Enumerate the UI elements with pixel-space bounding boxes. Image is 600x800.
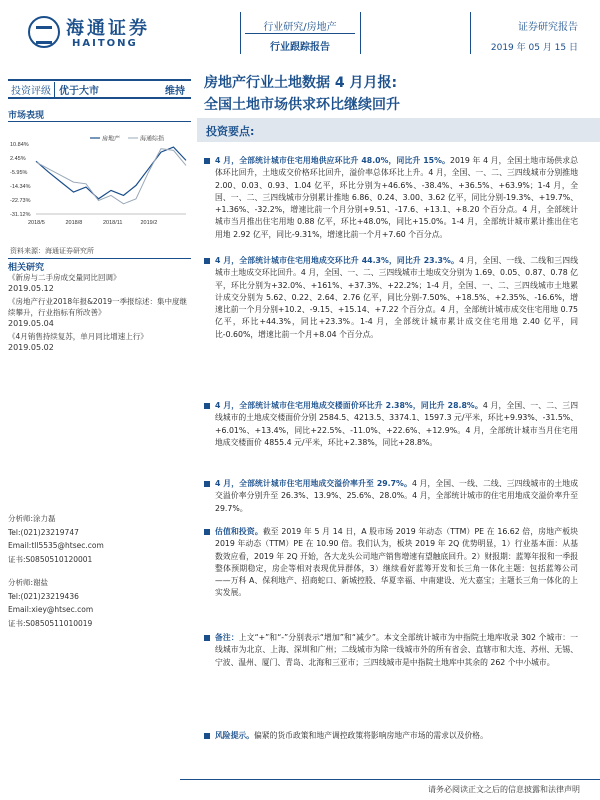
related-item-date: 2019.05.12	[8, 284, 54, 293]
haitong-logo-icon	[28, 16, 60, 48]
key-point	[202, 526, 578, 600]
bullet-square-icon	[204, 258, 210, 264]
rating-value: 优于大市	[59, 85, 99, 97]
key-point-body: 偏紧的货币政策和地产调控政策将影响房地产市场的需求以及价格。	[253, 731, 488, 740]
bullet-square-icon	[204, 403, 210, 409]
bullet-square-icon	[204, 635, 210, 641]
section-rule	[8, 121, 191, 122]
key-point-body: 截至 2019 年 5 月 14 日，A 股市场 2019 年动态（TTM）PE 在 16.62 倍，房地产板块 2019 年动态（TTM）PE 在 10.90 倍。我们认为，板块 2019 年 2Q 优势明显，1）行业基本面：从基数效应看，2019 年 2Q 开始，各大龙头公司地产销售增速有望触底回升。2）财报期：蓝筹年报和一季报整体预期稳定，房企等相对表现优异群体，3）继续看好蓝筹开发和长三角一体化主题：包括蓝筹公司——万科 A、保利地产、招商蛇口、新城控股、华夏幸福、中南建设、光大嘉宝；主题长三角一体化的上实发展。	[215, 527, 579, 598]
x-tick-label: 2019/2	[140, 220, 158, 226]
header-divider	[470, 12, 471, 54]
logo-english: HAITONG	[72, 38, 138, 49]
key-point-highlight: 4 月，全部统计城市住宅用地成交楼面价环比升 2.38%，同比升 28.8%。	[215, 401, 483, 410]
header-divider	[360, 12, 361, 54]
key-point	[202, 155, 578, 241]
y-tick-label: -22.73%	[10, 198, 31, 205]
report-header	[0, 0, 600, 60]
bullet-square-icon	[204, 529, 210, 535]
header-report-label: 证券研究报告	[518, 22, 578, 33]
key-point-text	[202, 478, 578, 515]
key-point-body: 4 月，全国、一线、二线和三四线城市土地成交环比回升。4 月，全国、一、二、三四线城市土地成交分别为 1.69、0.05、0.87、0.78 亿平，环比分别为+32.0%、+161%、+37.3%、+22.2%；1-4 月，全国、一、二、三四线城市土地累计成交分别为 5.62、0.22、2.64、2.76 亿平，同比分别-7.50%、+18.5%、+2.35%、-16.6%，增速比前一个月分别+10.2、-9.15、+15.14、+7.22 个百分点。4 月，全部统计城市成交住宅用地 0.75 亿平，环比+44.3%，同比+23.3%。1-4 月，全部统计城市累计成交住宅用地 2.40 亿平，同比-0.60%，增速比前一个月+8.04 个百分点。	[215, 256, 578, 339]
header-report-type: 行业跟踪报告	[270, 42, 330, 53]
key-point-text	[202, 526, 578, 600]
rating-status: 维持	[165, 85, 185, 97]
analyst-email: Email:xiey@htsec.com	[8, 605, 94, 614]
footer-rule	[180, 779, 600, 780]
market-title: 市场表现	[8, 111, 45, 121]
key-point	[202, 255, 578, 341]
x-tick-label: 2018/8	[65, 220, 83, 226]
analyst-cert: 证书:S0850510120001	[8, 554, 93, 564]
y-tick-label: 2.45%	[10, 155, 26, 162]
key-point-highlight: 4 月，全部统计城市住宅用地供应环比升 48.0%，同比升 15%。	[215, 156, 451, 165]
header-date: 2019 年 05 月 15 日	[490, 43, 578, 53]
rating-label: 投资评级	[8, 82, 55, 97]
analyst-name: 分析师:谢盐	[8, 578, 49, 587]
key-point	[202, 400, 578, 449]
key-point-body: 4 月，全国、一、二、三四线城市的土地成交楼面价分别 2584.5、4213.5、3374.1、1597.3 元/平米，环比+9.93%、-31.5%、+6.01%、+13.4%，同比+22.5%、-11.0%、+22.6%、+12.9%。4 月，全部统计城市当月住宅用地成交楼面价 4855.4 元/平米，环比+2.38%，同比+28.8%。	[215, 401, 578, 447]
related-item-title: 《新房与二手房成交量同比回调》	[8, 273, 121, 282]
legend-haitong-index: 海通综指	[140, 136, 165, 143]
header-rule	[245, 33, 355, 34]
key-point-highlight: 估值和投资。	[215, 527, 263, 536]
key-point-text	[202, 155, 578, 241]
key-point-body: 上文“+”和“-”分别表示“增加”和“减少”。本文全部统计城市为中指院土地库收录 302 个城市：一线城市为北京、上海、深圳和广州；二线城市为除一线城市外的所有省会、直辖市和大连、苏州、无锡、宁波、温州、厦门、青岛、北海和三亚市；三四线城市是中指院土地库中其余的 262 个中小城市。	[215, 633, 579, 667]
market-chart	[8, 126, 191, 231]
analyst-tel: Tel:(021)23219747	[8, 527, 79, 537]
investment-rating	[8, 79, 191, 99]
y-tick-label: -31.12%	[10, 212, 31, 218]
related-research-list	[8, 272, 191, 355]
header-category: 行业研究/房地产	[263, 22, 337, 33]
analyst-card	[8, 576, 191, 630]
key-point-text	[202, 730, 578, 742]
series-line-haitong-index	[36, 149, 186, 204]
analyst-cert: 证书:S0850511010019	[8, 618, 93, 628]
x-tick-label: 2018/5	[28, 220, 45, 226]
report-title-line2: 全国土地市场供求环比继续回升	[204, 97, 400, 113]
bullet-square-icon	[204, 733, 210, 739]
section-title: 投资要点:	[206, 125, 255, 138]
analyst-name: 分析师:涂力磊	[8, 514, 56, 523]
y-tick-label: -5.95%	[10, 170, 28, 177]
related-item-title: 《4月销售持续复苏，单月同比增速上行》	[8, 332, 148, 341]
related-item-title: 《房地产行业2018年报&2019一季报综述：集中度继续攀升，行业指标有所改善》	[8, 297, 188, 317]
key-point	[202, 730, 578, 742]
bullet-square-icon	[204, 158, 210, 164]
key-point-body: 4 月，全国、一线、二线、三四线城市的土地成交溢价率分别升至 26.3%、13.9%、25.6%、28.0%。4 月，全部统计城市的住宅用地成交溢价率升至 29.7%。	[215, 479, 579, 513]
key-point-highlight: 备注：	[215, 633, 239, 642]
series-line-real-estate	[36, 147, 186, 199]
logo-chinese: 海通证券	[66, 18, 150, 39]
bullet-square-icon	[204, 481, 210, 487]
section-bar	[197, 118, 600, 142]
related-title: 相关研究	[8, 263, 45, 273]
section-rule	[8, 258, 191, 259]
key-point-body: 2019 年 4 月，全国土地市场供求总体环比回升，土地成交价格环比回升，溢价率总体环比上升。4 月，全国、一、二、三四线城市分别推地 2.00、0.03、0.93、1.04 亿平，环比分别为+46.6%、-38.4%、+36.5%、+63.9%；1-4 月，全国、一、二、三四线城市分别累计推地 6.86、0.24、3.00、3.62 亿平，同比分别-19.3%、+19.7%、+1.36%、-32.2%，增速比前一个月分别+9.51、-17.6、+13.1、+8.20 个百分点。4 月，全部统计城市当月推出住宅用地 0.88 亿平，环比+48.0%，同比+15.0%。1-4 月，全部统计城市累计推出住宅用地 2.92 亿平，同比-9.31%，增速比前一个月+7.60 个百分点。	[215, 156, 578, 239]
header-divider	[240, 12, 241, 54]
footer-disclaimer: 请务必阅读正文之后的信息披露和法律声明	[428, 785, 580, 794]
haitong-logo	[28, 14, 158, 54]
legend-real-estate: 房地产	[102, 136, 121, 143]
related-item-date: 2019.05.04	[8, 319, 54, 328]
y-tick-label: -14.34%	[10, 184, 31, 191]
key-point-highlight: 4 月，全部统计城市住宅用地成交环比升 44.3%，同比升 23.3%。	[215, 256, 459, 265]
analyst-card	[8, 512, 191, 566]
market-chart-svg	[8, 126, 191, 231]
key-point-text	[202, 632, 578, 669]
key-point	[202, 478, 578, 515]
key-point-highlight: 风险提示。	[215, 731, 254, 740]
x-tick-label: 2018/11	[103, 220, 123, 226]
key-point	[202, 632, 578, 669]
analyst-list	[8, 512, 191, 640]
analyst-tel: Tel:(021)23219436	[8, 591, 79, 601]
y-tick-label: 10.84%	[10, 142, 29, 148]
analyst-email: Email:tll5535@htsec.com	[8, 541, 104, 550]
related-item-date: 2019.05.02	[8, 343, 54, 352]
chart-source: 资料来源：海通证券研究所	[10, 247, 94, 255]
key-point-text	[202, 400, 578, 449]
report-title-line1: 房地产行业土地数据 4 月月报:	[204, 75, 398, 91]
key-point-highlight: 4 月，全部统计城市住宅用地成交溢价率升至 29.7%。	[215, 479, 412, 488]
key-point-text	[202, 255, 578, 341]
